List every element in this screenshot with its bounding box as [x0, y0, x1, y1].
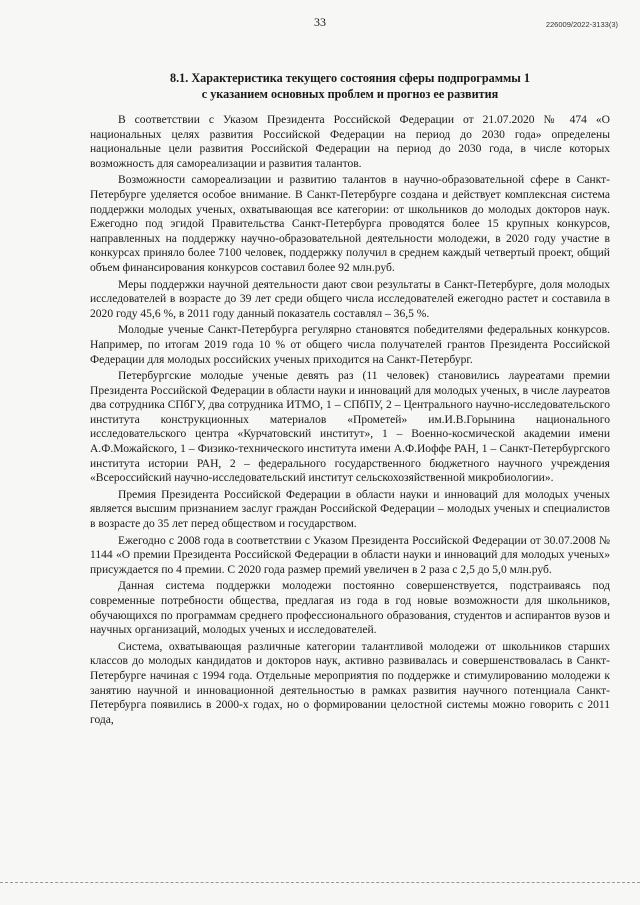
paragraph-5: Петербургские молодые ученые девять раз (11 человек) становились лауреатами премии Президента Российской Федерации в области науки и инноваций для молодых ученых, в числе лауреатов два сотрудника СПбГУ, два сотрудника ИТМО, 1 – СПбПУ, 2 – Центрального научно-исследовательского института конструкционных материалов «Прометей» им.И.В.Горынина национального исследовательского центра «Курчатовский институт», 1 – Военно-космической академии имени А.Ф.Можайского, 1 – Физико-технического института имени А.Ф.Иоффе РАН, 1 – Санкт-Петербургского института истории РАН, 2 – федерального государственного бюджетного научного учреждения «Всероссийский научно-исследовательский институт сельскохозяйственной микробиологии».: [90, 370, 610, 485]
paragraph-1: В соответствии с Указом Президента Российской Федерации от 21.07.2020 № 474 «О национальных целях развития Российской Федерации на период до 2030 года» определены национальные цели развития Российской Федерации на период до 2030 года, в числе которых возможность для самореализации и развития талантов.: [90, 114, 610, 170]
scan-edge-line: [0, 882, 640, 883]
document-body: [90, 113, 610, 729]
paragraph-2: Возможности самореализации и развитию талантов в научно-образовательной сфере в Санкт-Петербурге уделяется особое внимание. В Санкт-Петербурге создана и действует комплексная система поддержки молодых ученых, охватывающая все категории: от школьников до молодых докторов наук. Ежегодно под эгидой Правительства Санкт-Петербурга проводятся более 15 крупных конкурсов, направленных на поддержку научно-образовательной деятельности молодежи, в 2020 году участие в конкурсах приняло более 7100 человек, поддержку получил в среднем каждый четвертый проект, общий объем финансирования конкурсов составил более 92 млн.руб.: [90, 174, 610, 274]
section-title-line-1: 8.1. Характеристика текущего состояния сферы подпрограммы 1: [170, 71, 530, 85]
document-id: 226009/2022-3133(3): [545, 20, 618, 29]
page-number: 33: [314, 15, 326, 29]
paragraph-9: Система, охватывающая различные категории талантливой молодежи от школьников старших классов до молодых кандидатов и докторов наук, активно развивалась и совершенствовалась в Санкт-Петербурге начиная с 1994 года. Отдельные мероприятия по поддержке и стимулированию молодежи к занятию научной и инновационной деятельностью в рамках развития научного потенциала Санкт-Петербурга появились в 2000-х годах, но о формировании целостной системы можно говорить с 2011 года,: [90, 640, 610, 726]
section-title-line-2: с указанием основных проблем и прогноз ее развития: [201, 87, 499, 101]
paragraph-7: Ежегодно с 2008 года в соответствии с Указом Президента Российской Федерации от 30.07.2008 № 1144 «О премии Президента Российской Федерации в области науки и инноваций для молодых ученых» присуждается по 4 премии. С 2020 года размер премий увеличен в 2 раза с 2,5 до 5,0 млн.руб.: [90, 534, 610, 576]
paragraph-4: Молодые ученые Санкт-Петербурга регулярно становятся победителями федеральных конкурсов. Например, по итогам 2019 года 10 % от общего числа получателей грантов Президента Российской Федерации для молодых российских ученых приходится на Санкт-Петербург.: [90, 324, 610, 366]
paragraph-6: Премия Президента Российской Федерации в области науки и инноваций для молодых ученых является высшим признанием заслуг граждан Российской Федерации – молодых ученых и специалистов в возрасте до 35 лет перед обществом и государством.: [90, 488, 610, 531]
section-heading: [90, 70, 610, 102]
paragraph-8: Данная система поддержки молодежи постоянно совершенствуется, подстраиваясь под современные потребности общества, предлагая из года в год новые возможности для школьников, обучающихся по программам среднего профессионального образования, студентов и аспирантов вузов и научных организаций, молодых ученых и исследователей.: [90, 580, 610, 637]
paragraph-3: Меры поддержки научной деятельности дают свои результаты в Санкт-Петербурге, доля молодых исследователей в возрасте до 39 лет среди общего числа исследователей ежегодно растет и составила в 2020 году 45,6 %, в 2011 году данный показатель составлял – 36,5 %.: [90, 278, 610, 320]
